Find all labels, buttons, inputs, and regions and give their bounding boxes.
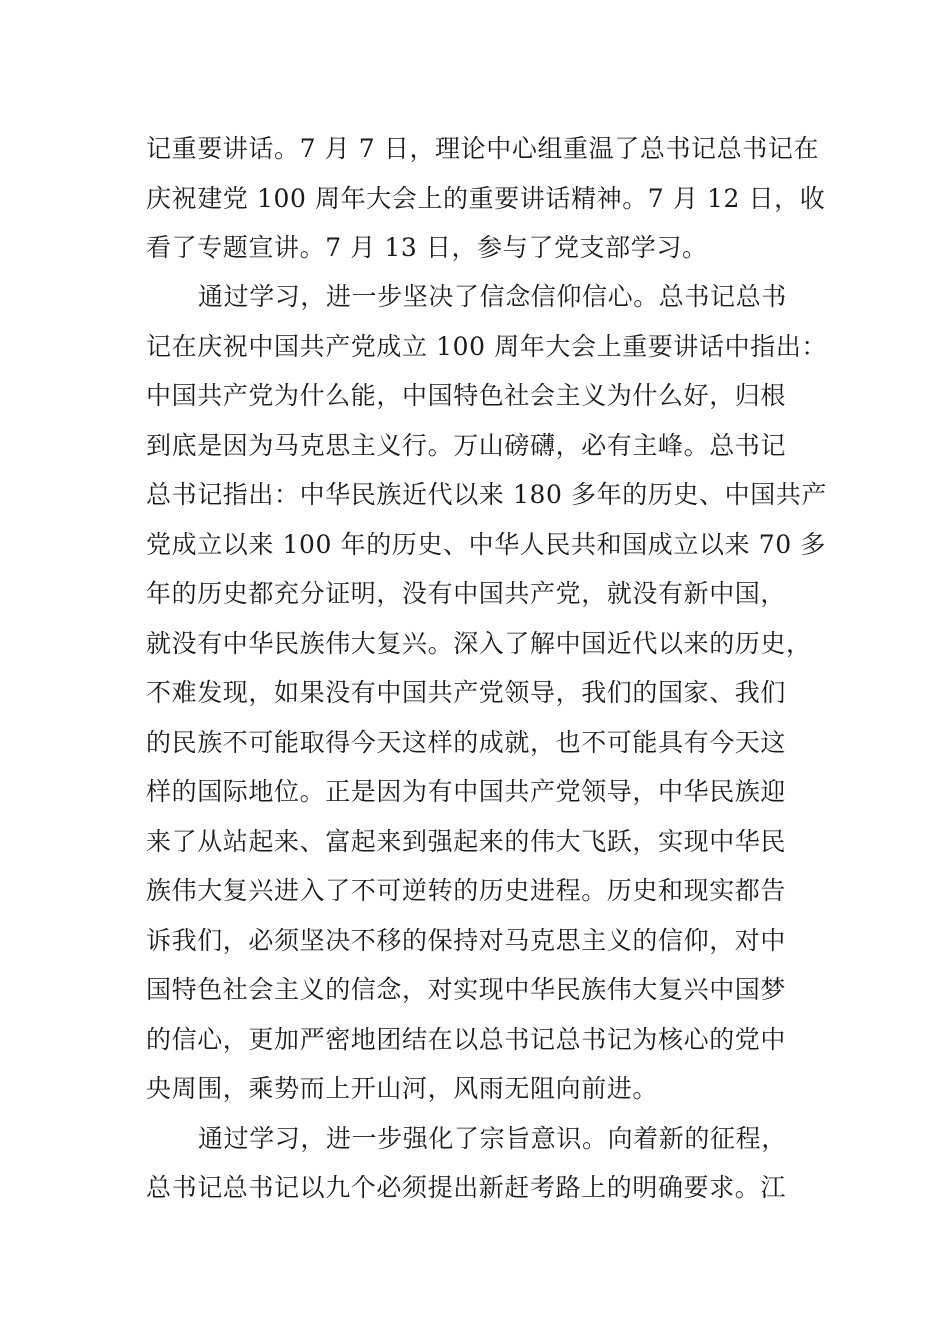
paragraph-start-line: 通过学习，进一步坚决了信念信仰信心。总书记总书 [198, 282, 787, 311]
text-line: 诉我们，必须坚决不移的保持对马克思主义的信仰，对中 [146, 926, 787, 955]
text-line: 到底是因为马克思主义行。万山磅礴，必有主峰。总书记 [146, 431, 787, 460]
text-line: 年的历史都充分证明，没有中国共产党，就没有新中国， [146, 579, 787, 608]
text-line: 庆祝建党 100 周年大会上的重要讲话精神。7 月 12 日，收 [146, 184, 826, 213]
text-line: 族伟大复兴进入了不可逆转的历史进程。历史和现实都告 [146, 876, 787, 905]
text-line: 总书记总书记以九个必须提出新赶考路上的明确要求。江 [146, 1173, 787, 1202]
text-line: 记在庆祝中国共产党成立 100 周年大会上重要讲话中指出： [146, 332, 828, 361]
text-line: 看了专题宣讲。7 月 13 日，参与了党支部学习。 [146, 233, 708, 262]
text-line: 不难发现，如果没有中国共产党领导，我们的国家、我们 [146, 678, 787, 707]
paragraph-start-line: 通过学习，进一步强化了宗旨意识。向着新的征程， [198, 1124, 787, 1153]
text-line: 中国共产党为什么能，中国特色社会主义为什么好，归根 [146, 381, 787, 410]
text-line: 记重要讲话。7 月 7 日，理论中心组重温了总书记总书记在 [146, 134, 820, 163]
text-line: 的信心，更加严密地团结在以总书记总书记为核心的党中 [146, 1025, 787, 1054]
text-line: 党成立以来 100 年的历史、中华人民共和国成立以来 70 多 [146, 530, 826, 559]
text-line: 就没有中华民族伟大复兴。深入了解中国近代以来的历史， [146, 629, 812, 658]
text-line: 央周围，乘势而上开山河，风雨无阻向前进。 [146, 1074, 659, 1103]
text-line: 样的国际地位。正是因为有中国共产党领导，中华民族迎 [146, 777, 787, 806]
text-line: 的民族不可能取得今天这样的成就，也不可能具有今天这 [146, 728, 787, 757]
text-line: 国特色社会主义的信念，对实现中华民族伟大复兴中国梦 [146, 975, 787, 1004]
text-line: 总书记指出：中华民族近代以来 180 多年的历史、中国共产 [146, 480, 828, 509]
text-line: 来了从站起来、富起来到强起来的伟大飞跃，实现中华民 [146, 827, 787, 856]
